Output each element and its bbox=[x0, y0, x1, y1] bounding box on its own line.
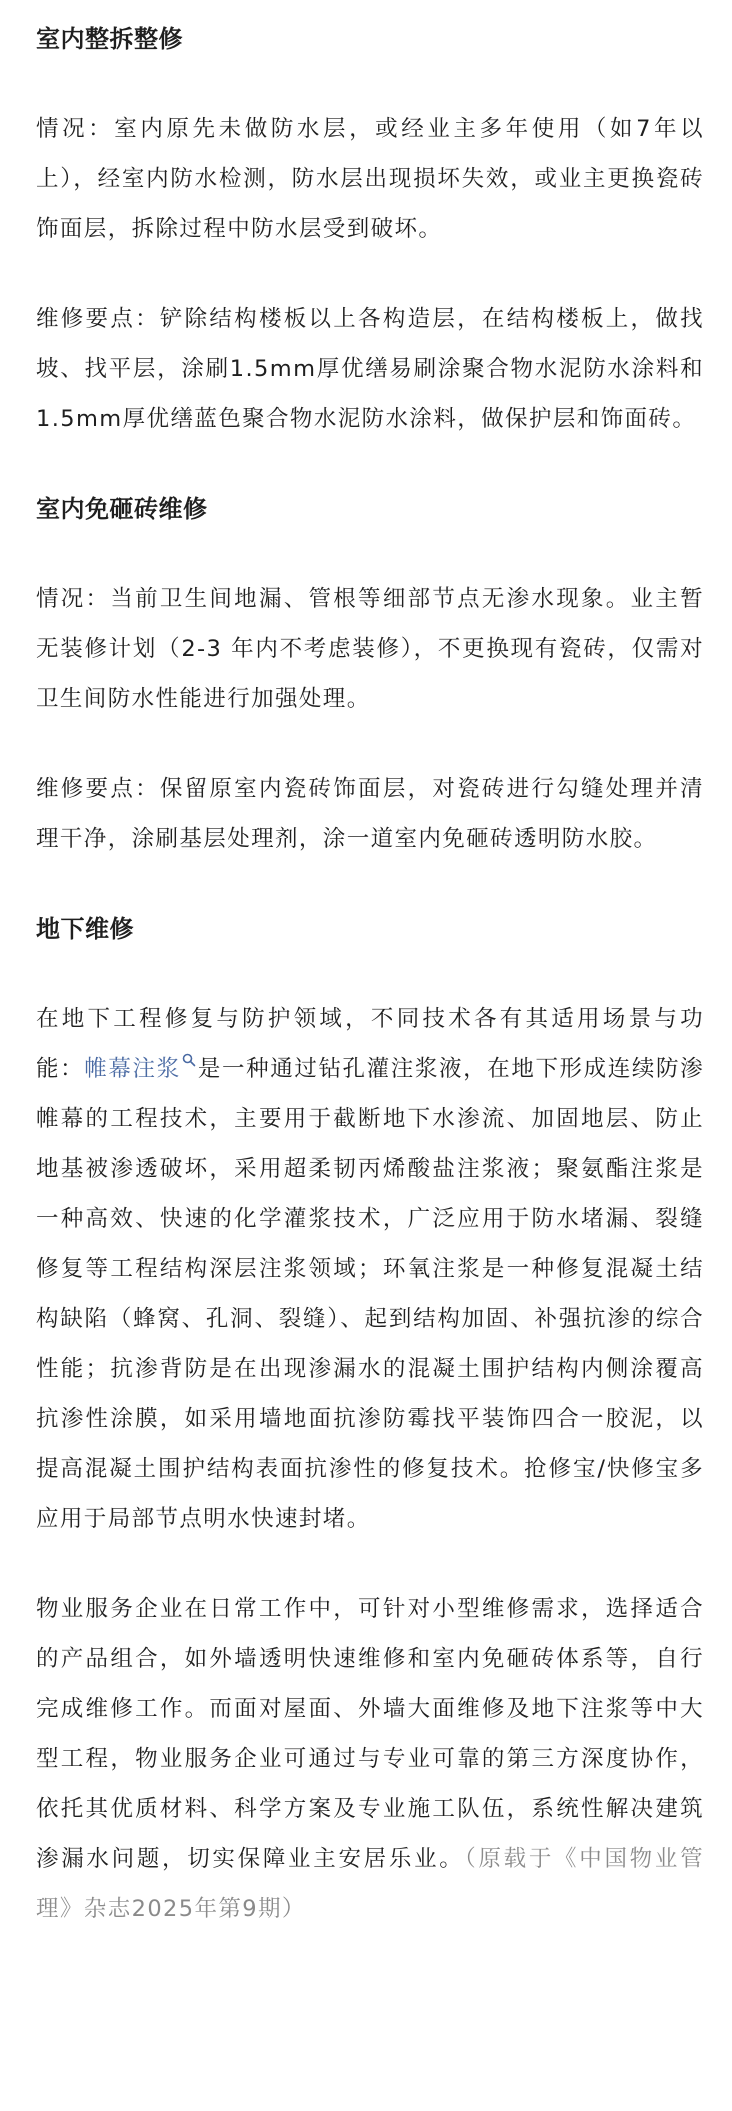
paragraph-underground-techniques bbox=[36, 994, 704, 1544]
paragraph-closing bbox=[36, 1584, 704, 1934]
section-heading-underground-repair: 地下维修 bbox=[36, 915, 134, 943]
article bbox=[36, 14, 704, 1974]
search-icon[interactable] bbox=[182, 1053, 196, 1067]
closing-text: 物业服务企业在日常工作中，可针对小型维修需求，选择适合的产品组合，如外墙透明快速维修和室内免砸砖体系等，自行完成维修工作。而面对屋面、外墙大面维修及地下注浆等中大型工程，物业服务企业可通过与专业可靠的第三方深度协作，依托其优质材料、科学方案及专业施工队伍，系统性解决建筑渗漏水问题，切实保障业主安居乐业。 bbox=[36, 1596, 704, 1872]
underground-text-body: 是一种通过钻孔灌注浆液，在地下形成连续防渗帷幕的工程技术，主要用于截断地下水渗流、加固地层、防止地基被渗透破坏，采用超柔韧丙烯酸盐注浆液；聚氨酯注浆是一种高效、快速的化学灌浆技术，广泛应用于防水堵漏、裂缝修复等工程结构深层注浆领域；环氧注浆是一种修复混凝土结构缺陷（蜂窝、孔洞、裂缝）、起到结构加固、补强抗渗的综合性能；抗渗背防是在出现渗漏水的混凝土围护结构内侧涂覆高抗渗性涂膜，如采用墙地面抗渗防霉找平装饰四合一胶泥，以提高混凝土围护结构表面抗渗性的修复技术。抢修宝/快修宝多应用于局部节点明水快速封堵。 bbox=[36, 1056, 704, 1532]
paragraph-indoor-full-points: 维修要点：铲除结构楼板以上各构造层，在结构楼板上，做找坡、找平层，涂刷1.5mm厚优缮易刷涂聚合物水泥防水涂料和1.5mm厚优缮蓝色聚合物水泥防水涂料，做保护层和饰面砖。 bbox=[36, 306, 704, 432]
source-note: （原载于《中国物业管理》杂志2025年第9期） bbox=[36, 1846, 704, 1922]
paragraph-indoor-full-situation: 情况：室内原先未做防水层，或经业主多年使用（如7年以上），经室内防水检测，防水层出现损坏失效，或业主更换瓷砖饰面层，拆除过程中防水层受到破坏。 bbox=[36, 116, 704, 242]
paragraph-no-tile-situation: 情况：当前卫生间地漏、管根等细部节点无渗水现象。业主暂无装修计划（2-3 年内不考虑装修），不更换现有瓷砖，仅需对卫生间防水性能进行加强处理。 bbox=[36, 586, 704, 712]
curtain-grouting-link[interactable]: 帷幕注浆 bbox=[84, 1056, 181, 1082]
section-heading-indoor-full-renovation: 室内整拆整修 bbox=[36, 25, 183, 53]
paragraph-no-tile-points: 维修要点：保留原室内瓷砖饰面层，对瓷砖进行勾缝处理并清理干净，涂刷基层处理剂，涂一道室内免砸砖透明防水胶。 bbox=[36, 776, 704, 852]
section-heading-indoor-no-tile-removal: 室内免砸砖维修 bbox=[36, 495, 208, 523]
underground-text-intro: 在地下工程修复与防护领域，不同技术各有其适用场景与功能： bbox=[36, 1006, 704, 1082]
